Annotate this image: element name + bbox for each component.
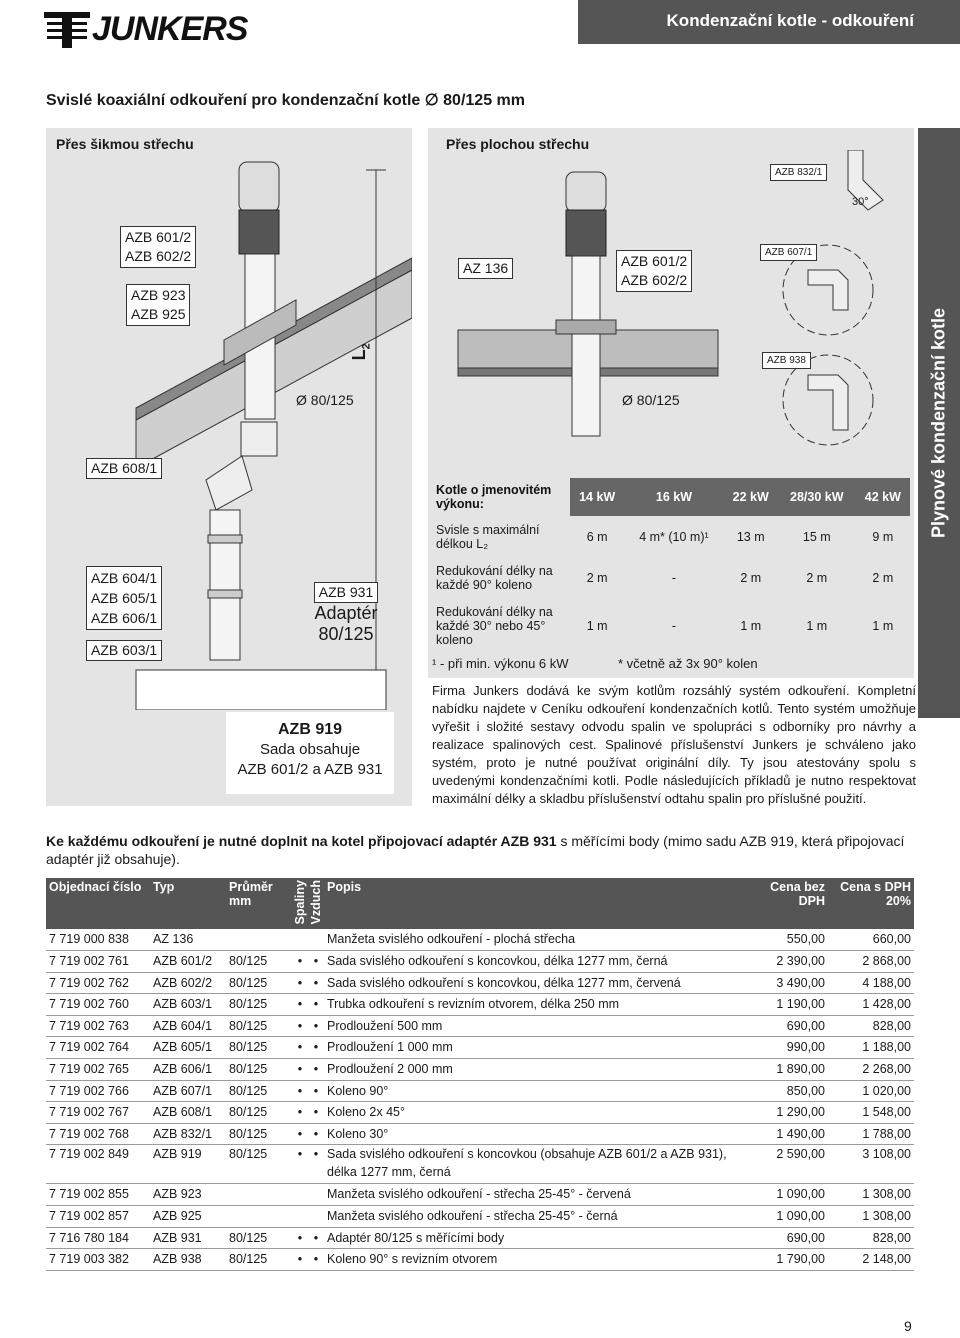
- cell-diameter: 80/125: [226, 972, 292, 994]
- table-row: [46, 1227, 914, 1249]
- cell-type: AZB 604/1: [150, 1015, 226, 1037]
- cell-type: AZB 931: [150, 1227, 226, 1249]
- cell-type: AZB 606/1: [150, 1059, 226, 1081]
- param-value: 9 m: [872, 530, 894, 544]
- cell-type: AZB 938: [150, 1249, 226, 1271]
- cell-price-vat: 1 308,00: [828, 1206, 914, 1228]
- cell-diameter: [226, 1184, 292, 1206]
- param-value: 2 m: [740, 571, 762, 585]
- col-description: Popis: [324, 878, 742, 929]
- param-header-row: [434, 478, 910, 516]
- adapter-notice: Ke každému odkouření je nutné doplnit na kotel připojovací adaptér AZB 931 s měřícími body (mimo sadu AZB 919, která připojovací adaptér již obsahuje).: [46, 833, 905, 867]
- param-value: 2 m: [872, 571, 894, 585]
- cell-price-net: 550,00: [742, 929, 828, 950]
- cell-description: Koleno 90°: [324, 1080, 742, 1102]
- cell-price-net: 1 090,00: [742, 1184, 828, 1206]
- cell-price-net: 3 490,00: [742, 972, 828, 994]
- cell-type: AZB 925: [150, 1206, 226, 1228]
- cell-diameter: 80/125: [226, 1145, 292, 1184]
- cell-diameter: 80/125: [226, 1102, 292, 1124]
- cell-order-number: 7 719 002 762: [46, 972, 150, 994]
- cell-price-vat: 1 188,00: [828, 1037, 914, 1059]
- param-head-label: Kotle o jmenovitém výkonu:: [434, 478, 570, 516]
- cell-air-mark: •: [308, 994, 324, 1016]
- cell-diameter: [226, 929, 292, 950]
- order-header-row: [46, 878, 914, 929]
- cell-description: Koleno 90° s revizním otvorem: [324, 1249, 742, 1271]
- flat-roof-title: Přes plochou střechu: [446, 136, 590, 152]
- cell-flue-mark: [292, 929, 308, 950]
- table-row: [46, 1080, 914, 1102]
- cell-price-vat: 660,00: [828, 929, 914, 950]
- cell-flue-mark: [292, 1206, 308, 1228]
- col-air: Vzduch: [308, 878, 324, 929]
- cell-price-vat: 828,00: [828, 1015, 914, 1037]
- cell-flue-mark: •: [292, 1249, 308, 1271]
- cell-price-net: 690,00: [742, 1227, 828, 1249]
- cell-price-net: 1 890,00: [742, 1059, 828, 1081]
- cell-flue-mark: •: [292, 1080, 308, 1102]
- cell-diameter: 80/125: [226, 951, 292, 973]
- cell-order-number: 7 719 002 765: [46, 1059, 150, 1081]
- cell-type: AZB 832/1: [150, 1123, 226, 1145]
- label-azb-607: AZB 607/1: [760, 244, 817, 261]
- param-value: 2 m: [586, 571, 608, 585]
- cell-air-mark: [308, 1184, 324, 1206]
- param-value: 6 m: [586, 530, 608, 544]
- cell-price-net: 1 190,00: [742, 994, 828, 1016]
- cell-diameter: 80/125: [226, 1080, 292, 1102]
- label-azb-923-925: AZB 923 AZB 925: [126, 284, 190, 326]
- param-row: [434, 558, 910, 598]
- cell-price-vat: 3 108,00: [828, 1145, 914, 1184]
- set-azb-919-box: AZB 919 Sada obsahuje AZB 601/2 a AZB 931: [226, 712, 394, 794]
- cell-flue-mark: •: [292, 1037, 308, 1059]
- cell-price-net: 2 390,00: [742, 951, 828, 973]
- cell-price-net: 1 290,00: [742, 1102, 828, 1124]
- col-flue: Spaliny: [292, 878, 308, 929]
- label-azb-601-602: AZB 601/2 AZB 602/2: [120, 226, 196, 268]
- sloped-roof-title: Přes šikmou střechu: [56, 136, 194, 152]
- parameter-table: [434, 478, 910, 654]
- cell-diameter: 80/125: [226, 1227, 292, 1249]
- cell-price-vat: 1 788,00: [828, 1123, 914, 1145]
- cell-description: Prodloužení 500 mm: [324, 1015, 742, 1037]
- param-col: 28/30 kW: [778, 478, 856, 516]
- cell-diameter: [226, 1206, 292, 1228]
- cell-air-mark: •: [308, 1037, 324, 1059]
- cell-description: Manžeta svislého odkouření - střecha 25-45° - černá: [324, 1206, 742, 1228]
- cell-price-vat: 4 188,00: [828, 972, 914, 994]
- cell-price-net: 1 790,00: [742, 1249, 828, 1271]
- param-value: 13 m: [736, 530, 765, 544]
- cell-price-vat: 2 268,00: [828, 1059, 914, 1081]
- cell-description: Trubka odkouření s revizním otvorem, délka 250 mm: [324, 994, 742, 1016]
- cell-order-number: 7 719 002 767: [46, 1102, 150, 1124]
- cell-type: AZB 603/1: [150, 994, 226, 1016]
- param-row: [434, 516, 910, 558]
- param-row-label: Redukování délky na každé 30° nebo 45° koleno: [434, 598, 570, 654]
- param-col: 22 kW: [724, 478, 778, 516]
- cell-air-mark: •: [308, 972, 324, 994]
- cell-price-net: 990,00: [742, 1037, 828, 1059]
- cell-price-net: 850,00: [742, 1080, 828, 1102]
- cell-flue-mark: •: [292, 1015, 308, 1037]
- table-row: [46, 1059, 914, 1081]
- cell-type: AZB 608/1: [150, 1102, 226, 1124]
- param-value: 1 m: [586, 619, 608, 633]
- param-value: 15 m: [802, 530, 831, 544]
- cell-order-number: 7 719 002 766: [46, 1080, 150, 1102]
- cell-price-vat: 828,00: [828, 1227, 914, 1249]
- cell-flue-mark: •: [292, 1102, 308, 1124]
- flat-roof-diagram: [428, 150, 914, 470]
- table-row: [46, 1206, 914, 1228]
- cell-price-vat: 1 308,00: [828, 1184, 914, 1206]
- cell-type: AZB 607/1: [150, 1080, 226, 1102]
- param-col: 42 kW: [856, 478, 910, 516]
- label-azb-938: AZB 938: [762, 352, 811, 369]
- page-number: 9: [904, 1318, 912, 1334]
- cell-price-vat: 2 868,00: [828, 951, 914, 973]
- length-label: $L_2$: [348, 343, 373, 361]
- cell-order-number: 7 719 003 382: [46, 1249, 150, 1271]
- cell-type: AZ 136: [150, 929, 226, 950]
- adapter-label: AZB 931 Adaptér 80/125: [314, 584, 378, 644]
- cell-flue-mark: •: [292, 1123, 308, 1145]
- label-azb-604-606: AZB 604/1 AZB 605/1 AZB 606/1: [86, 566, 162, 630]
- param-value: 1 m: [872, 619, 894, 633]
- cell-air-mark: [308, 929, 324, 950]
- diameter-label-right: Ø 80/125: [622, 392, 680, 408]
- cell-price-vat: 2 148,00: [828, 1249, 914, 1271]
- cell-air-mark: •: [308, 951, 324, 973]
- col-type: Typ: [150, 878, 226, 929]
- order-table: [46, 878, 914, 1271]
- table-row: [46, 1102, 914, 1124]
- param-value: 4 m* (10 m)¹: [639, 530, 709, 544]
- cell-diameter: 80/125: [226, 1015, 292, 1037]
- cell-order-number: 7 719 002 761: [46, 951, 150, 973]
- cell-price-vat: 1 428,00: [828, 994, 914, 1016]
- cell-description: Adaptér 80/125 s měřícími body: [324, 1227, 742, 1249]
- angle-label: 30°: [852, 196, 869, 208]
- cell-diameter: 80/125: [226, 994, 292, 1016]
- cell-price-net: 2 590,00: [742, 1145, 828, 1184]
- param-value: 1 m: [806, 619, 828, 633]
- cell-order-number: 7 719 002 857: [46, 1206, 150, 1228]
- cell-price-net: 1 490,00: [742, 1123, 828, 1145]
- label-azb-603: AZB 603/1: [86, 640, 162, 661]
- cell-order-number: 7 719 002 763: [46, 1015, 150, 1037]
- cell-type: AZB 923: [150, 1184, 226, 1206]
- header-title: Kondenzační kotle - odkouření: [666, 11, 914, 30]
- cell-air-mark: •: [308, 1123, 324, 1145]
- table-row: [46, 1145, 914, 1184]
- param-row-label: Svisle s maximální délkou L₂: [434, 516, 570, 558]
- cell-type: AZB 602/2: [150, 972, 226, 994]
- cell-order-number: 7 719 002 849: [46, 1145, 150, 1184]
- cell-diameter: 80/125: [226, 1037, 292, 1059]
- cell-order-number: 7 716 780 184: [46, 1227, 150, 1249]
- cell-diameter: 80/125: [226, 1123, 292, 1145]
- label-azb-601-602-flat: AZB 601/2 AZB 602/2: [616, 250, 692, 292]
- section-title: Svislé koaxiální odkouření pro kondenzační kotle ∅ 80/125 mm: [46, 92, 525, 109]
- cell-air-mark: •: [308, 1227, 324, 1249]
- param-value: -: [671, 571, 677, 585]
- cell-flue-mark: •: [292, 972, 308, 994]
- param-col: 14 kW: [570, 478, 624, 516]
- cell-price-net: 690,00: [742, 1015, 828, 1037]
- table-row: [46, 1184, 914, 1206]
- param-col: 16 kW: [624, 478, 723, 516]
- param-value: 2 m: [806, 571, 828, 585]
- cell-price-net: 1 090,00: [742, 1206, 828, 1228]
- cell-flue-mark: •: [292, 994, 308, 1016]
- col-diameter: Průměr mm: [226, 878, 292, 929]
- cell-order-number: 7 719 000 838: [46, 929, 150, 950]
- cell-type: AZB 919: [150, 1145, 226, 1184]
- cell-flue-mark: [292, 1184, 308, 1206]
- cell-order-number: 7 719 002 760: [46, 994, 150, 1016]
- diameter-label-left: Ø 80/125: [296, 392, 354, 408]
- cell-air-mark: •: [308, 1059, 324, 1081]
- col-order-number: Objednací číslo: [46, 878, 150, 929]
- cell-price-vat: 1 020,00: [828, 1080, 914, 1102]
- description-paragraph: Firma Junkers dodává ke svým kotlům rozsáhlý systém odkouření. Kompletní nabídku najdete v Ceníku odkouření kondenzačních kotlů. Tento systém umožňuje vyřešit i složité sestavy odvodu spalin ve spolupráci s odborníky pro návrhy a realizace spalinových cest. Spalinové příslušenství Junkers je schváleno jako systém, proto je nutné používat originální díly. Ty jsou atestovány spolu s uvedenými kondenzačními kotli. Podle následujících příkladů je nutno respektovat maximální délky a skladbu příslušenství odtahu spalin pro příslušné použití.: [432, 683, 916, 806]
- cell-description: Manžeta svislého odkouření - střecha 25-45° - červená: [324, 1184, 742, 1206]
- cell-description: Koleno 2x 45°: [324, 1102, 742, 1124]
- cell-description: Sada svislého odkouření s koncovkou, délka 1277 mm, černá: [324, 951, 742, 973]
- cell-air-mark: •: [308, 1080, 324, 1102]
- cell-description: Sada svislého odkouření s koncovkou (obsahuje AZB 601/2 a AZB 931), délka 1277 mm, černá: [324, 1145, 742, 1184]
- table-row: [46, 994, 914, 1016]
- cell-type: AZB 601/2: [150, 951, 226, 973]
- table-row: [46, 929, 914, 950]
- cell-air-mark: •: [308, 1015, 324, 1037]
- table-row: [46, 951, 914, 973]
- footnote-elbows: * včetně až 3x 90° kolen: [618, 656, 758, 671]
- cell-description: Prodloužení 1 000 mm: [324, 1037, 742, 1059]
- cell-diameter: 80/125: [226, 1249, 292, 1271]
- cell-order-number: 7 719 002 855: [46, 1184, 150, 1206]
- brand-name: JUNKERS: [92, 10, 248, 48]
- cell-air-mark: •: [308, 1249, 324, 1271]
- cell-air-mark: [308, 1206, 324, 1228]
- cell-flue-mark: •: [292, 1227, 308, 1249]
- param-row-label: Redukování délky na každé 90° koleno: [434, 558, 570, 598]
- footnote-min-power: ¹ - při min. výkonu 6 kW: [432, 656, 569, 671]
- col-price-vat: Cena s DPH 20%: [828, 878, 914, 929]
- table-row: [46, 972, 914, 994]
- cell-flue-mark: •: [292, 1059, 308, 1081]
- label-azb-832: AZB 832/1: [770, 164, 827, 181]
- param-row: [434, 598, 910, 654]
- cell-flue-mark: •: [292, 1145, 308, 1184]
- col-price-net: Cena bez DPH: [742, 878, 828, 929]
- cell-air-mark: •: [308, 1102, 324, 1124]
- cell-description: Manžeta svislého odkouření - plochá střecha: [324, 929, 742, 950]
- cell-order-number: 7 719 002 768: [46, 1123, 150, 1145]
- param-value: 1 m: [740, 619, 762, 633]
- table-row: [46, 1015, 914, 1037]
- cell-description: Sada svislého odkouření s koncovkou, délka 1277 mm, červená: [324, 972, 742, 994]
- table-row: [46, 1123, 914, 1145]
- label-azb-608: AZB 608/1: [86, 458, 162, 479]
- table-row: [46, 1037, 914, 1059]
- side-tab-label: Plynové kondenzační kotle: [928, 307, 949, 539]
- cell-description: Prodloužení 2 000 mm: [324, 1059, 742, 1081]
- cell-flue-mark: •: [292, 951, 308, 973]
- param-value: -: [671, 619, 677, 633]
- cell-air-mark: •: [308, 1145, 324, 1184]
- cell-price-vat: 1 548,00: [828, 1102, 914, 1124]
- cell-order-number: 7 719 002 764: [46, 1037, 150, 1059]
- label-az-136: AZ 136: [458, 258, 513, 279]
- cell-diameter: 80/125: [226, 1059, 292, 1081]
- table-row: [46, 1249, 914, 1271]
- cell-description: Koleno 30°: [324, 1123, 742, 1145]
- cell-type: AZB 605/1: [150, 1037, 226, 1059]
